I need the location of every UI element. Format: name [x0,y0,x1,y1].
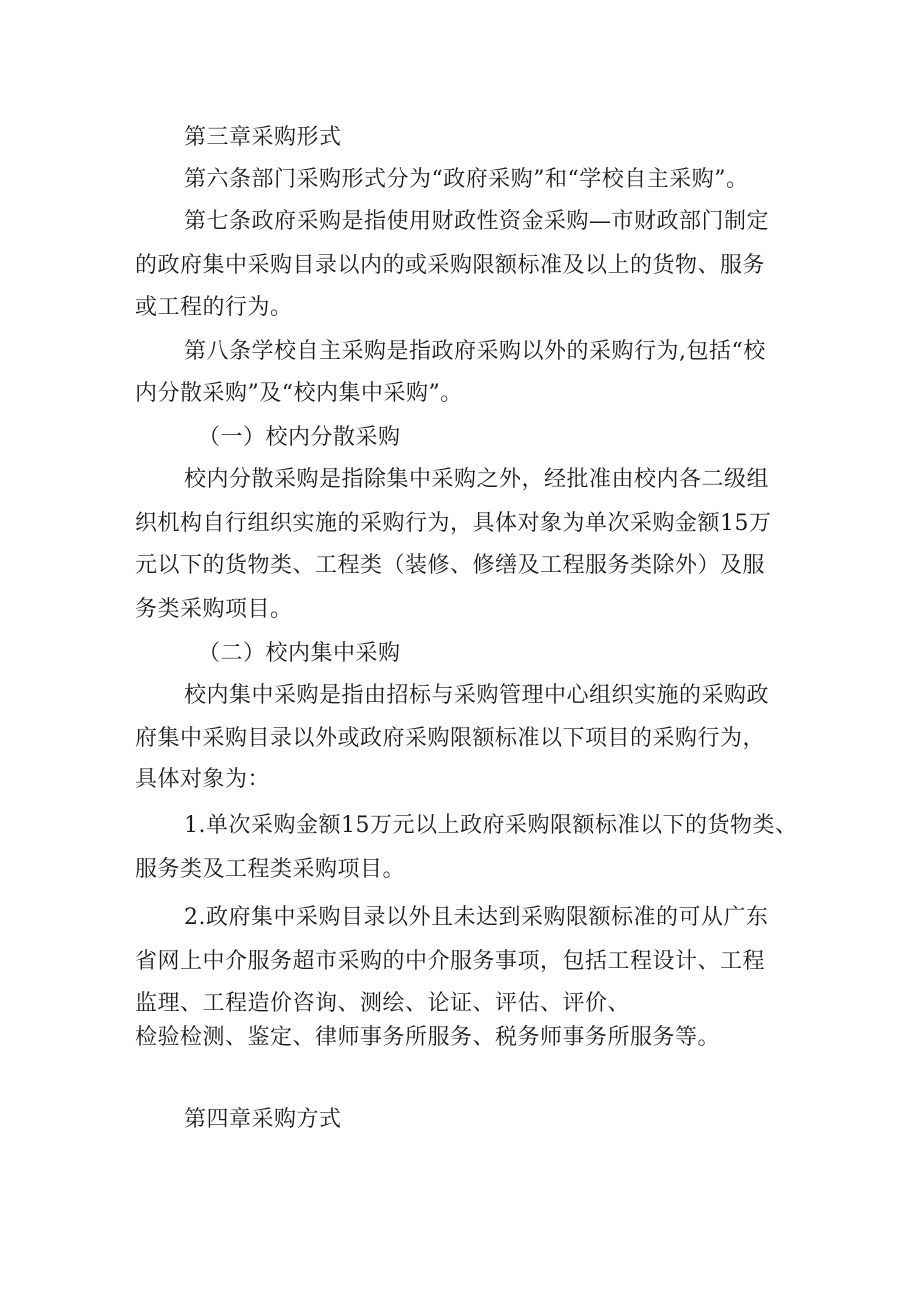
item-1-line-2: 服务类及工程类采购项目。 [135,857,406,882]
section-2-line-3: 具体对象为： [135,767,271,792]
article-7-line-1: 第七条政府采购是指使用财政性资金采购—市财政部门制定 [184,209,770,234]
article-6: 第六条部门采购形式分为“政府采购”和“学校自主采购”。 [184,167,749,192]
article-7-line-2: 的政府集中采购目录以内的或采购限额标准及以上的货物、服务 [135,253,766,278]
section-1-line-3: 元以下的货物类、工程类（装修、修缮及工程服务类除外）及服 [135,553,766,578]
section-1-heading: （一）校内分散采购 [198,425,401,450]
section-1-line-2: 织机构自行组织实施的采购行为，具体对象为单次采购金额15万 [135,511,772,536]
article-8-line-2: 内分散采购”及“校内集中采购”。 [135,381,463,406]
section-2-line-2: 府集中采购目录以外或政府采购限额标准以下项目的采购行为， [135,726,766,751]
article-7-line-3: 或工程的行为。 [135,295,293,320]
item-2-line-3: 监理、工程造价咨询、测绘、论证、评估、评价、 [135,991,631,1016]
item-1-line-1: 1.单次采购金额15万元以上政府采购限额标准以下的货物类、 [184,813,798,838]
section-1-line-4: 务类采购项目。 [135,597,293,622]
item-2-line-2: 省网上中介服务超市采购的中介服务事项，包括工程设计、工程 [135,949,766,974]
section-2-line-1: 校内集中采购是指由招标与采购管理中心组织实施的采购政 [184,683,770,708]
article-8-line-1: 第八条学校自主采购是指政府采购以外的采购行为,包括“校 [184,339,766,364]
item-2-line-4: 检验检测、鉴定、律师事务所服务、税务师事务所服务等。 [135,1025,721,1050]
chapter-heading-4: 第四章采购方式 [184,1107,342,1132]
section-1-line-1: 校内分散采购是指除集中采购之外，经批准由校内各二级组 [184,467,770,492]
chapter-heading-3: 第三章采购形式 [184,125,342,150]
item-2-line-1: 2.政府集中采购目录以外且未达到采购限额标准的可从广东 [184,905,769,930]
section-2-heading: （二）校内集中采购 [198,641,401,666]
